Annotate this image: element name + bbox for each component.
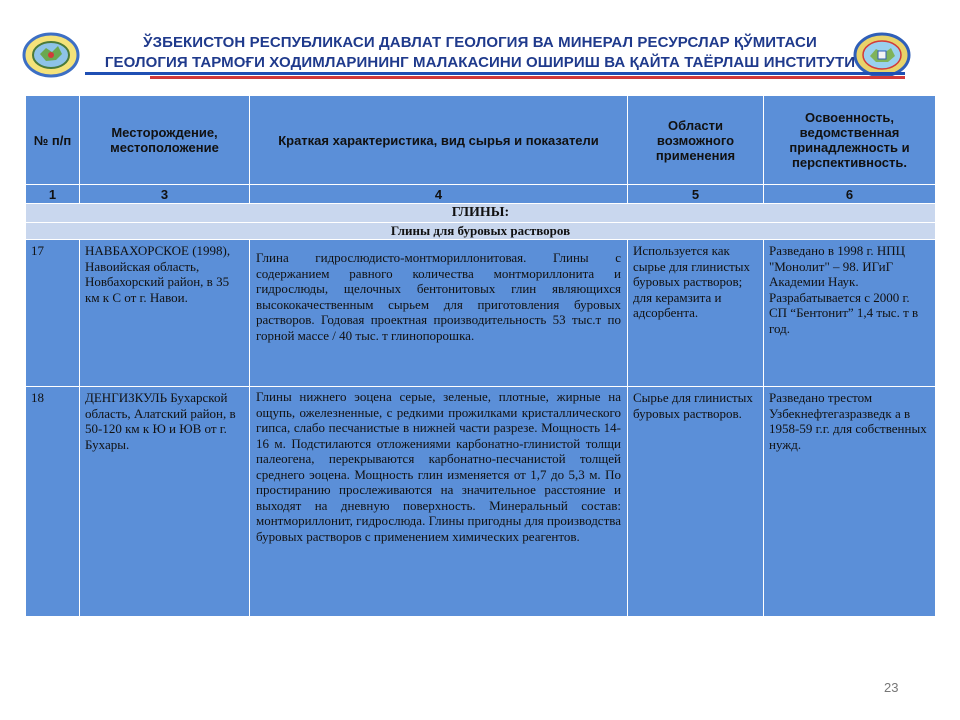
description-cell: Глина гидрослюдисто-монтмориллонитовая. Глины с содержанием равного количества монтмориллонита и гидрослюды, щелочных бентонитовых глин являющихся высококачественным сырьем для приготовления буровых растворов. Годовая проектная производительность 53 тыс.т по горной массе / 40 тыс. т глинопорошка. (250, 240, 628, 387)
application-cell: Сырье для глинистых буровых растворов. (628, 387, 764, 617)
header-stripe-red (150, 76, 905, 79)
deposits-table (25, 95, 936, 617)
table-row (26, 387, 936, 617)
header-cell: № п/п (26, 96, 80, 185)
status-cell: Разведано трестом Узбекнефтегазразведк а в 1958-59 г.г. для собственных нужд. (764, 387, 936, 617)
header-cell: Освоенность, ведомственная принадлежность и перспективность. (764, 96, 936, 185)
page-number: 23 (884, 680, 899, 695)
description-cell: Глины нижнего эоцена серые, зеленые, плотные, жирные на ощупь, ожелезненные, с редкими прожилками кристаллического гипса, слабо песчанистые в нижней части разрезе. Мощность 14-16 м. Подстилаются отложениями карбонатно-глинистой толщи палеогена, перекрываются карбонатно-песчанистой толщей среднего эоцена. Мощность глин изменяется от 1,7 до 5,3 м. По простиранию прослеживаются на значительное расстояние и выходят на дневную поверхность. Минеральный состав: монтмориллонит, гидрослюда. Глины пригодны для производства буровых растворов с применением химических реагентов. (250, 387, 628, 617)
header-title-line2: ГЕОЛОГИЯ ТАРМОҒИ ХОДИМЛАРИНИНГ МАЛАКАСИНИ ОШИРИШ ВА ҚАЙТА ТАЁРЛАШ ИНСТИТУТИ (104, 54, 856, 71)
header-cell: Месторождение, местоположение (80, 96, 250, 185)
institute-emblem-icon (22, 32, 80, 78)
table-row (26, 240, 936, 387)
header-title-line1: ЎЗБЕКИСТОН РЕСПУБЛИКАСИ ДАВЛАТ ГЕОЛОГИЯ ВА МИНЕРАЛ РЕСУРСЛАР ҚЎМИТАСИ (143, 34, 817, 51)
column-number: 1 (26, 185, 80, 204)
column-number: 3 (80, 185, 250, 204)
application-cell: Используется как сырье для глинистых буровых растворов; для керамзита и адсорбента. (628, 240, 764, 387)
deposit-cell: НАВБАХОРСКОЕ (1998), Навоийская область, Новбахорский район, в 35 км к С от г. Навои. (80, 240, 250, 387)
subsection-title: Глины для буровых растворов (26, 223, 936, 240)
column-number: 6 (764, 185, 936, 204)
column-number-row (26, 185, 936, 204)
row-number-cell: 17 (26, 240, 80, 387)
deposit-cell: ДЕНГИЗКУЛЬ Бухарской область, Алатский район, в 50-120 км к Ю и ЮВ от г. Бухары. (80, 387, 250, 617)
column-number: 5 (628, 185, 764, 204)
column-number: 4 (250, 185, 628, 204)
header-stripe-blue (85, 72, 905, 75)
row-number-cell: 18 (26, 387, 80, 617)
section-row (26, 204, 936, 223)
header-cell: Области возможного применения (628, 96, 764, 185)
status-cell: Разведано в 1998 г. НПЦ "Монолит" – 98. ИГиГ Академии Наук. Разрабатывается с 2000 г. СП “Бентонит” 1,4 тыс. т в год. (764, 240, 936, 387)
subsection-row (26, 223, 936, 240)
section-title: ГЛИНЫ: (26, 204, 936, 223)
table-header-row (26, 96, 936, 185)
slide-header (0, 0, 960, 90)
header-cell: Краткая характеристика, вид сырья и показатели (250, 96, 628, 185)
